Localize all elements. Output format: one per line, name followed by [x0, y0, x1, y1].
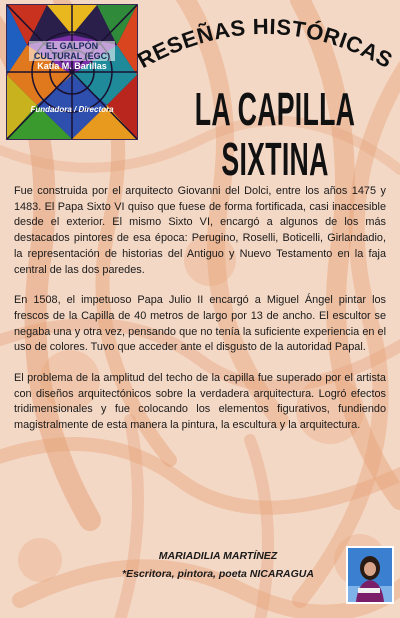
- paragraph-2: En 1508, el impetuoso Papa Julio II encargó a Miguel Ángel pintar los frescos de la Capilla de 40 metros de largo por 13 de ancho. El escultor se negaba una y otra vez, pensando que no tenía la suficiente experiencia en el uso de colores. Tuvo que acceder ante el disgusto de la autoridad Papal.: [14, 294, 386, 354]
- author-role: *Escritora, pintora, poeta NICARAGUA: [122, 568, 314, 580]
- paragraph-1: Fue construida por el arquitecto Giovanni del Dolci, entre los años 1475 y 1483. El Papa Sixto VI quiso que fuese de forma fortificada, casi inaccesible desde el exterior. El mismo Sixto VI, encargó a algunos de los más destacados pintores de esa época: Perugino, Roselli, Boticelli, Girlandadio, la representación de historias del Antiguo y Nuevo Testamento en la faja central de las dos paredes.: [14, 185, 386, 276]
- logo-role: Fundadora / Directora: [30, 105, 114, 114]
- author-signature: [96, 547, 340, 583]
- stained-glass-icon: [7, 5, 137, 139]
- author-name: MARIADILIA MARTÍNEZ: [158, 550, 278, 562]
- author-portrait: [346, 546, 394, 604]
- logo-name: Katia M. Barillas: [37, 61, 107, 71]
- portrait-icon: [348, 548, 392, 602]
- section-heading-text: RESEÑAS HISTÓRICAS: [133, 13, 397, 74]
- svg-text:RESEÑAS HISTÓRICAS: [133, 14, 397, 73]
- article-body: [14, 184, 386, 449]
- section-heading: [130, 4, 400, 84]
- logo-title: EL GALPÓN CULTURAL (EGC): [29, 41, 115, 61]
- egc-logo: [6, 4, 138, 140]
- paragraph-3: El problema de la amplitud del techo de la capilla fue superado por el artista con diseños arquitectónicos sobre la verdadera arquitectura. Logró efectos tridimensionales y fue colocando los elementos figurativos, fundiendo magistralmente de esta manera la pintura, la escultura y la arquitectura.: [14, 372, 386, 432]
- title-block: [150, 83, 400, 185]
- page-title: LA CAPILLA SIXTINA: [194, 83, 356, 185]
